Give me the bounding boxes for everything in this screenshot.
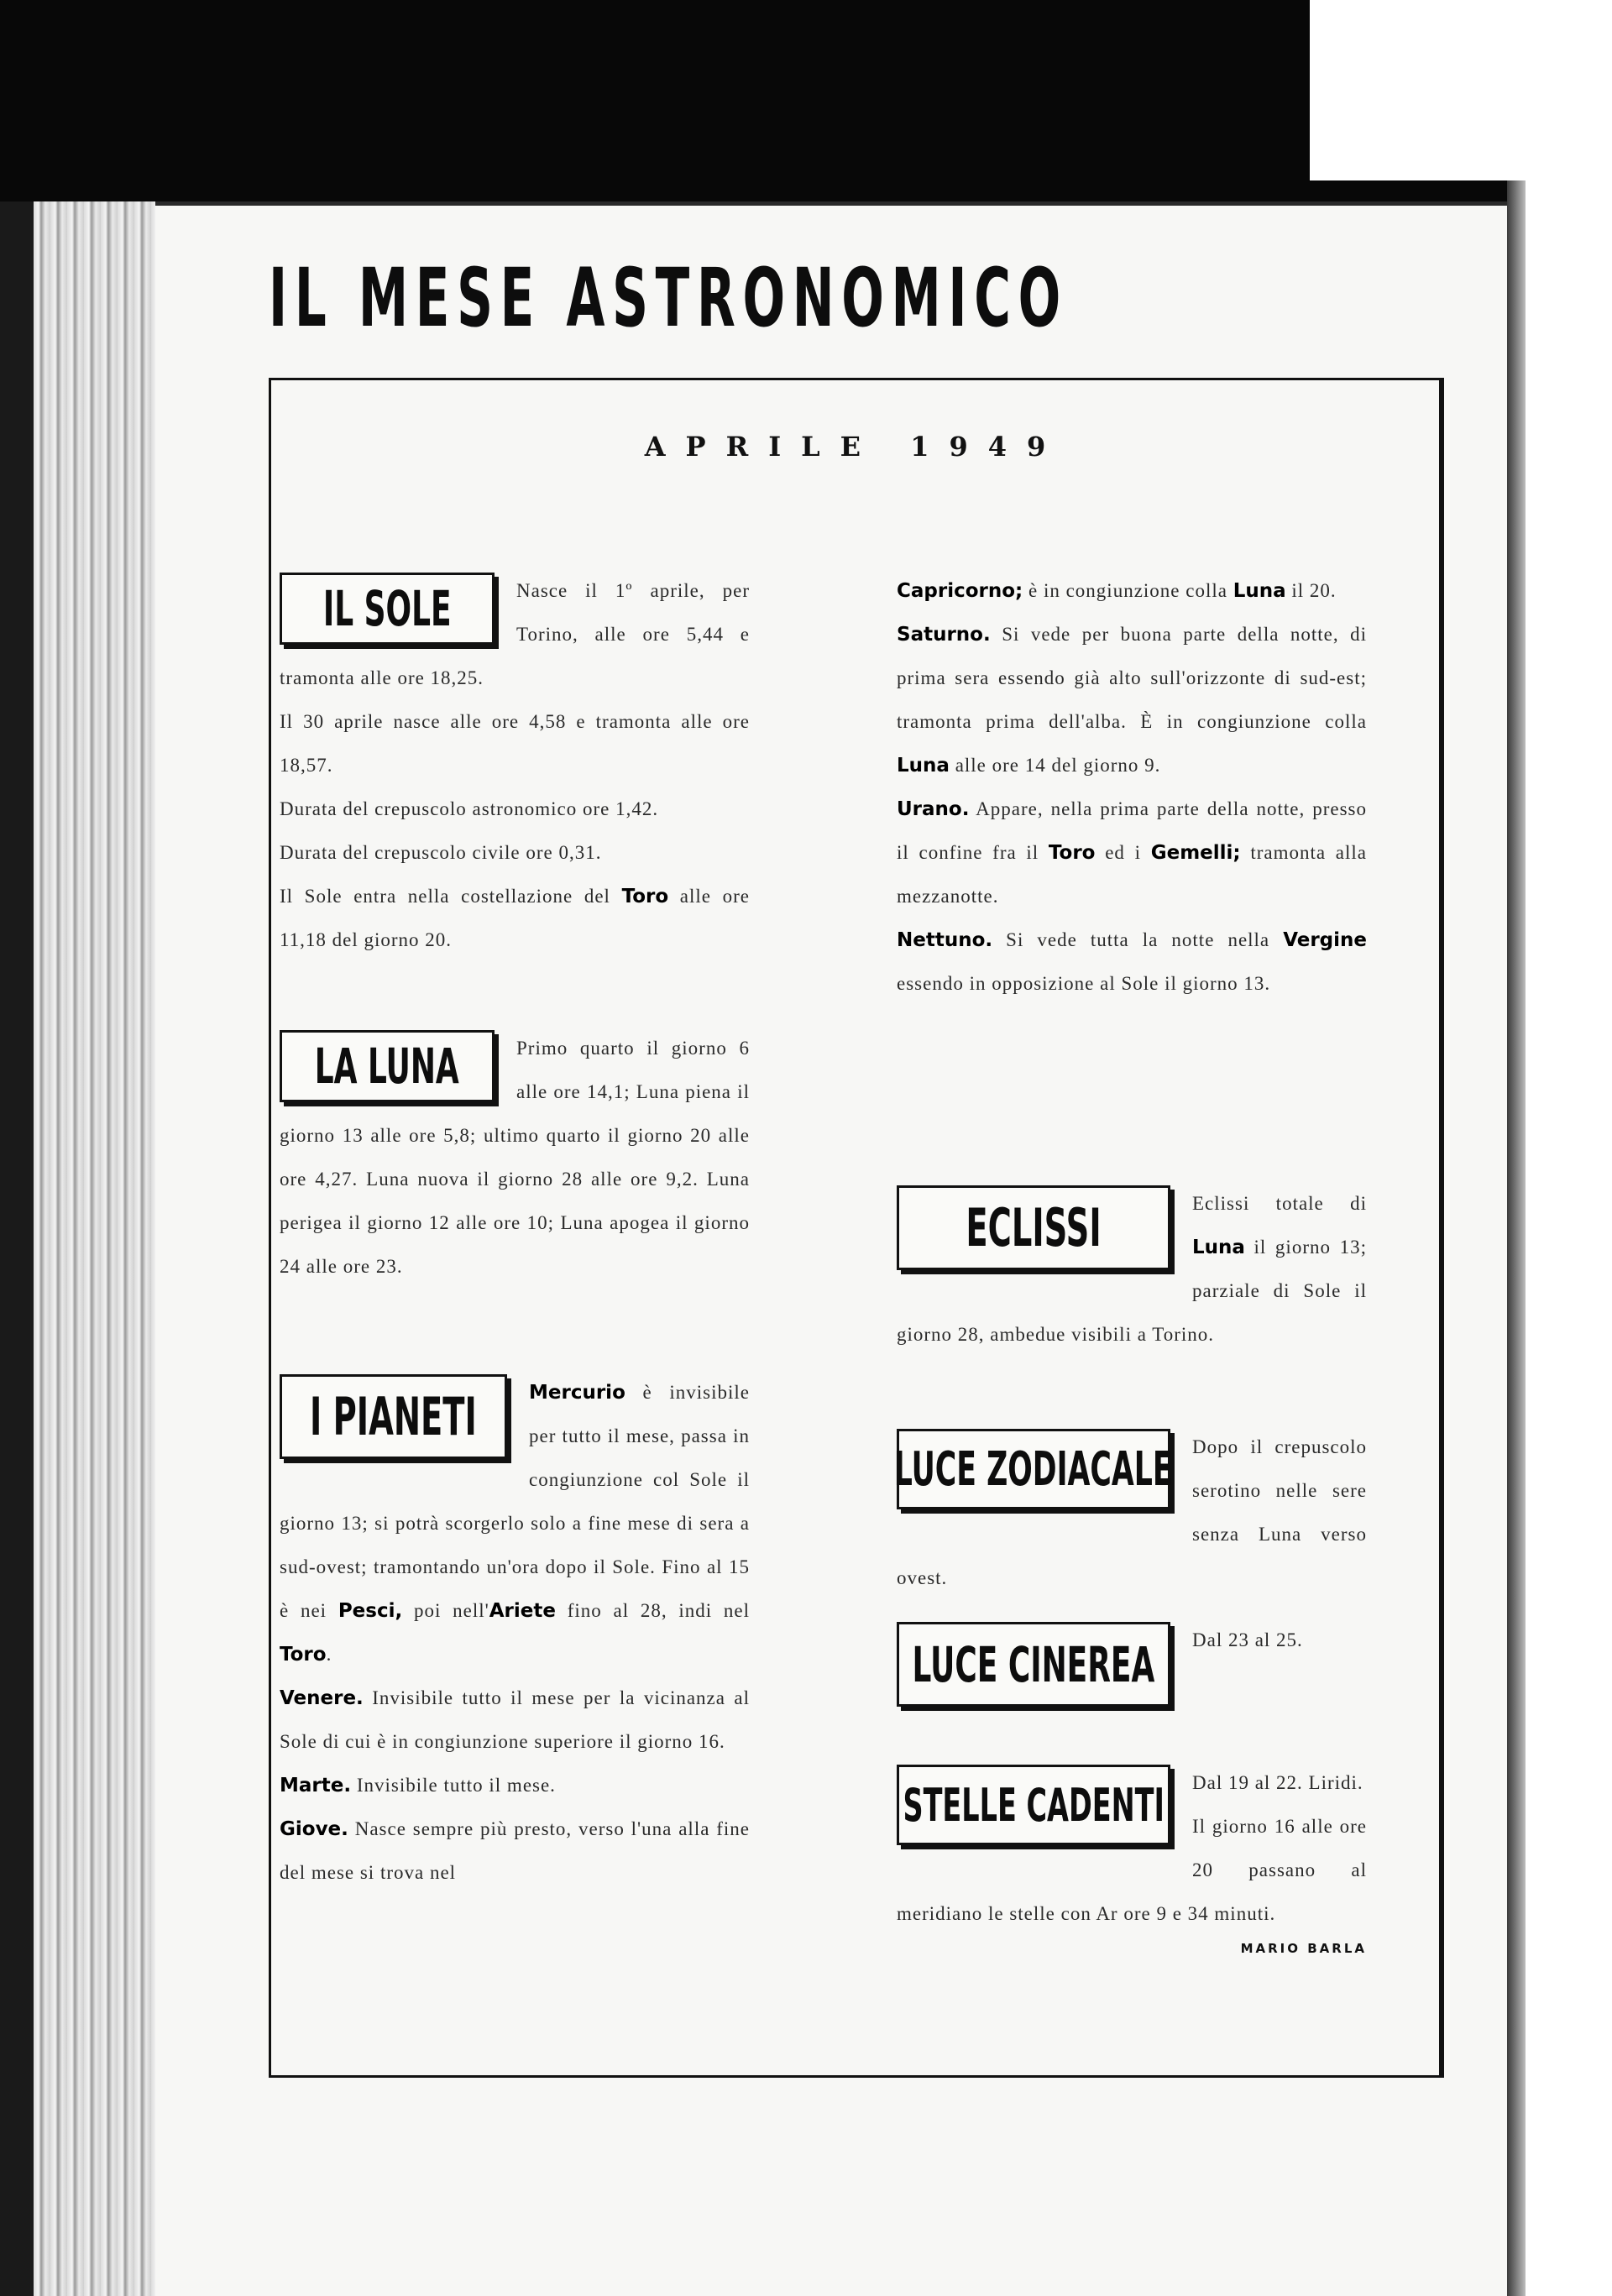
page-binding-shadow [1507, 180, 1526, 2296]
nettuno-term: Nettuno. [897, 929, 993, 951]
toro-term-3: Toro [1048, 842, 1096, 864]
luna-term-2: Luna [897, 755, 950, 777]
heading-box-luce-cinerea [897, 1622, 1170, 1707]
saturno-paragraph: Saturno. Si vede per buona parte della notte, di prima sera essendo già alto sull'orizzonte di sud-est; tramonta prima dell'alba. È in congiunzione colla Luna alle ore 14 del giorno 9. [897, 624, 1367, 777]
luna-text: Primo quarto il giorno 6 alle ore 14,1; Luna piena il giorno 13 alle ore 5,8; ultimo quarto il giorno 20 alle ore 4,27. Luna nuova il giorno 28 alle ore 9,2. Luna perigea il giorno 12 alle ore 10; Luna apogea il giorno 24 alle ore 23. [280, 1038, 750, 1277]
right-column [894, 569, 1367, 1956]
luna-term-3: Luna [1192, 1237, 1245, 1258]
eclissi-text: Eclissi totale di Luna il giorno 13; parziale di Sole il giorno 28, ambedue visibili a Torino. [897, 1193, 1367, 1345]
heading-box-luce-zodiacale [894, 1429, 1173, 1509]
stelle-cadenti-text: Il giorno 16 alle ore 20 passano al meridiano le stelle con Ar ore 9 e 34 minuti. [897, 1816, 1367, 1924]
pesci-term: Pesci, [338, 1600, 403, 1622]
ariete-term: Ariete [489, 1600, 556, 1622]
sole-paragraph-4: Durata del crepuscolo civile ore 0,31. [280, 842, 602, 863]
heading-box-pianeti [280, 1374, 507, 1459]
mercurio-term: Mercurio [529, 1382, 625, 1404]
sole-paragraph-1: Nasce il 1º aprile, per Torino, alle ore 5,44 e tramonta alle ore 18,25. [280, 580, 750, 688]
left-column [280, 569, 750, 1895]
luce-zodiacale-text: Dopo il crepuscolo serotino nelle sere senza Luna verso ovest. [897, 1436, 1367, 1588]
vergine-term: Vergine [1283, 929, 1367, 951]
sole-paragraph-2: Il 30 aprile nasce alle ore 4,58 e tramonta alle ore 18,57. [280, 711, 750, 776]
heading-box-stelle-cadenti [897, 1765, 1170, 1845]
heading-stelle-cadenti: STELLE CADENTI [903, 1778, 1165, 1832]
sole-paragraph-5: Il Sole entra nella costellazione del Toro alle ore 11,18 del giorno 20. [280, 886, 750, 950]
nettuno-paragraph: Nettuno. Si vede tutta la notte nella Vergine essendo in opposizione al Sole il giorno 13. [897, 929, 1367, 994]
page-title: IL MESE ASTRONOMICO [269, 251, 1068, 345]
giove-paragraph-start: Giove. Nasce sempre più presto, verso l'una alla fine del mese si trova nel [280, 1818, 750, 1883]
heading-eclissi: ECLISSI [966, 1197, 1102, 1258]
section-eclissi [897, 1182, 1367, 1425]
heading-box-luna [280, 1030, 495, 1102]
heading-luce-zodiacale: LUCE ZODIACALE [894, 1441, 1173, 1497]
gemelli-term: Gemelli; [1150, 842, 1241, 864]
heading-luce-cinerea: LUCE CINEREA [912, 1635, 1155, 1693]
section-pianeti-continued [897, 569, 1367, 1182]
heading-box-sole [280, 573, 495, 645]
toro-term-2: Toro [280, 1644, 327, 1666]
background-white-corner [1310, 0, 1612, 180]
capricorno-term: Capricorno; [897, 580, 1023, 602]
urano-term: Urano. [897, 798, 970, 820]
heading-sole: IL SOLE [322, 580, 452, 637]
venere-paragraph: Venere. Invisibile tutto il mese per la vicinanza al Sole di cui è in congiunzione superiore il giorno 16. [280, 1687, 750, 1752]
left-dark-margin [0, 201, 34, 2296]
section-luce-zodiacale [894, 1425, 1367, 1619]
mercurio-paragraph: Mercurio è invisibile per tutto il mese, passa in congiunzione col Sole il giorno 13; si potrà scorgerlo solo a fine mese di sera a sud-ovest; tramontando un'ora dopo il Sole. Fino al 15 è nei Pesci, poi nell'Ariete fino al 28, indi nel Toro. [280, 1382, 751, 1666]
section-sole [280, 569, 750, 1027]
luce-cinerea-text: Dal 23 al 25. [1192, 1629, 1303, 1650]
marte-paragraph: Marte. Invisibile tutto il mese. [280, 1775, 556, 1797]
heading-luna: LA LUNA [314, 1038, 460, 1095]
content-frame [269, 378, 1444, 2078]
magazine-page [155, 206, 1507, 2296]
luna-term-1: Luna [1233, 580, 1286, 602]
urano-paragraph: Urano. Appare, nella prima parte della notte, presso il confine fra il Toro ed i Gemelli; tramonta alla mezzanotte. [897, 798, 1367, 907]
section-pianeti [280, 1371, 750, 1895]
heading-pianeti: I PIANETI [310, 1386, 477, 1447]
toro-term: Toro [621, 886, 669, 907]
stelle-cadenti-dates: Dal 19 al 22. Liridi. [1192, 1772, 1363, 1793]
section-luna [280, 1027, 750, 1371]
sole-paragraph-3: Durata del crepuscolo astronomico ore 1,42. [280, 798, 659, 819]
giove-term: Giove. [280, 1818, 348, 1840]
month-subtitle: APRILE 1949 [644, 431, 1066, 463]
saturno-term: Saturno. [897, 624, 991, 646]
author-signature: MARIO BARLA [1240, 1941, 1367, 1956]
giove-paragraph-end: Capricorno; è in congiunzione colla Luna il 20. [897, 580, 1337, 602]
venere-term: Venere. [280, 1687, 364, 1709]
marte-term: Marte. [280, 1775, 352, 1797]
section-luce-cinerea [897, 1619, 1367, 1761]
heading-box-eclissi [897, 1185, 1170, 1270]
section-stelle-cadenti [897, 1761, 1367, 1956]
